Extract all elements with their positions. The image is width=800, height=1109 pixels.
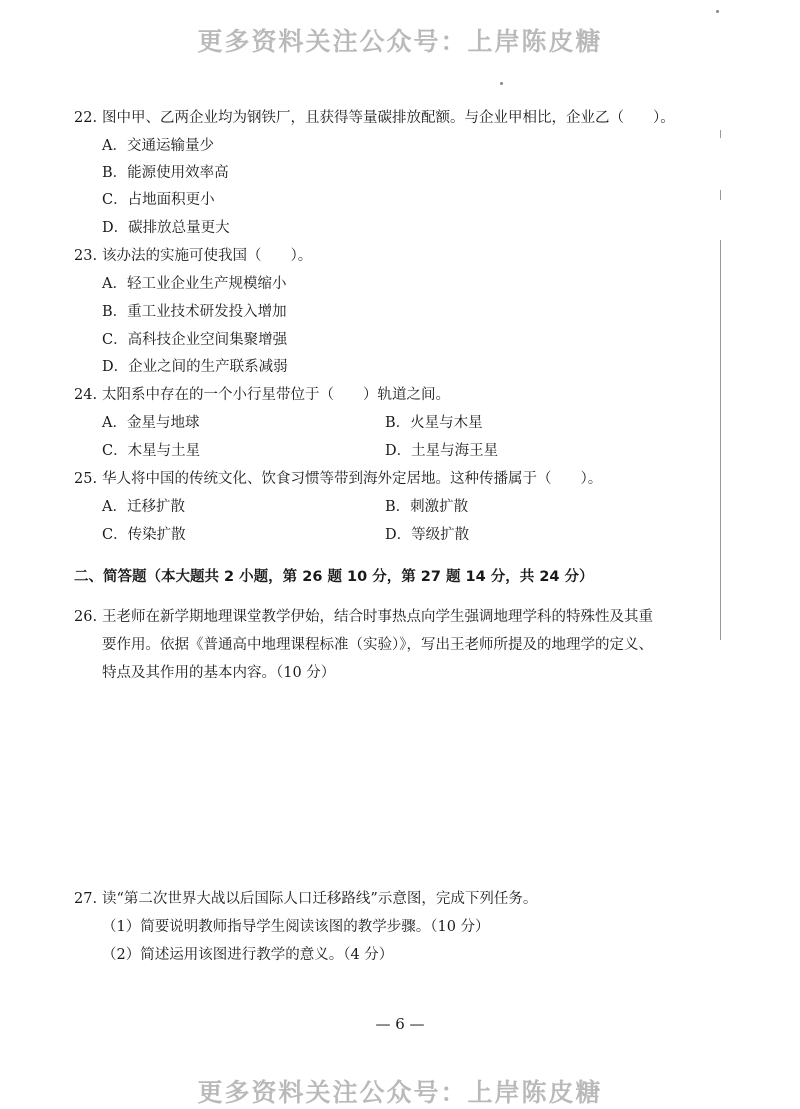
- page-number: — 6 —: [375, 1015, 425, 1033]
- question-number: 26.: [74, 609, 98, 625]
- option-b: B．刺激扩散: [385, 499, 469, 515]
- option-c: C．木星与土星: [102, 443, 201, 459]
- option-c: C．占地面积更小: [102, 192, 215, 208]
- question-23: [74, 246, 312, 266]
- question-line: 特点及其作用的基本内容。（10 分）: [102, 665, 336, 681]
- question-number: 24.: [74, 387, 98, 403]
- option-d: D．企业之间的生产联系减弱: [102, 359, 288, 375]
- question-stem: 太阳系中存在的一个小行星带位于（ ）轨道之间。: [102, 387, 450, 403]
- option-c: C．高科技企业空间集聚增强: [102, 332, 288, 348]
- question-stem: 华人将中国的传统文化、饮食习惯等带到海外定居地。这种传播属于（ ）。: [102, 471, 603, 487]
- question-line: 要作用。依据《普通高中地理课程标准（实验）》，写出王老师所提及的地理学的定义、: [102, 637, 653, 653]
- question-25: [74, 469, 602, 489]
- question-27: [74, 889, 537, 909]
- question-number: 25.: [74, 471, 98, 487]
- question-number: 23.: [74, 248, 98, 264]
- question-stem: 该办法的实施可使我国（ ）。: [102, 248, 313, 264]
- option-b: B．能源使用效率高: [102, 165, 229, 181]
- option-a: A．轻工业企业生产规模缩小: [102, 276, 287, 292]
- scan-mark: [720, 240, 721, 640]
- option-c: C．传染扩散: [102, 527, 186, 543]
- scan-mark: [720, 190, 721, 200]
- section-heading: 二、简答题（本大题共 2 小题，第 26 题 10 分，第 27 题 14 分，共 24 分）: [74, 569, 594, 585]
- option-a: A．交通运输量少: [102, 138, 214, 154]
- question-24: [74, 385, 450, 405]
- question-26: [74, 607, 653, 627]
- subquestion-1: （1）简要说明教师指导学生阅读该图的教学步骤。（10 分）: [102, 919, 490, 935]
- scan-dot: [716, 10, 719, 13]
- question-stem: 读“第二次世界大战以后国际人口迁移路线”示意图，完成下列任务。: [102, 891, 538, 907]
- subquestion-2: （2）简述运用该图进行教学的意义。（4 分）: [102, 947, 394, 963]
- watermark-bottom: 更多资料关注公众号：上岸陈皮糖: [197, 1078, 603, 1107]
- option-d: D．碳排放总量更大: [102, 220, 230, 236]
- option-b: B．火星与木星: [385, 415, 483, 431]
- question-number: 27.: [74, 891, 98, 907]
- option-b: B．重工业技术研发投入增加: [102, 304, 287, 320]
- question-22: [74, 108, 675, 128]
- option-d: D．等级扩散: [385, 527, 470, 543]
- option-a: A．金星与地球: [102, 415, 200, 431]
- question-stem: 图中甲、乙两企业均为钢铁厂，且获得等量碳排放配额。与企业甲相比，企业乙（ ）。: [102, 110, 675, 126]
- scan-dot: [500, 82, 503, 85]
- question-line: 王老师在新学期地理课堂教学伊始，结合时事热点向学生强调地理学科的特殊性及其重: [102, 609, 653, 625]
- question-number: 22.: [74, 110, 98, 126]
- watermark-top: 更多资料关注公众号：上岸陈皮糖: [197, 27, 603, 56]
- scan-mark: [720, 130, 721, 138]
- option-d: D．土星与海王星: [385, 443, 499, 459]
- option-a: A．迁移扩散: [102, 499, 185, 515]
